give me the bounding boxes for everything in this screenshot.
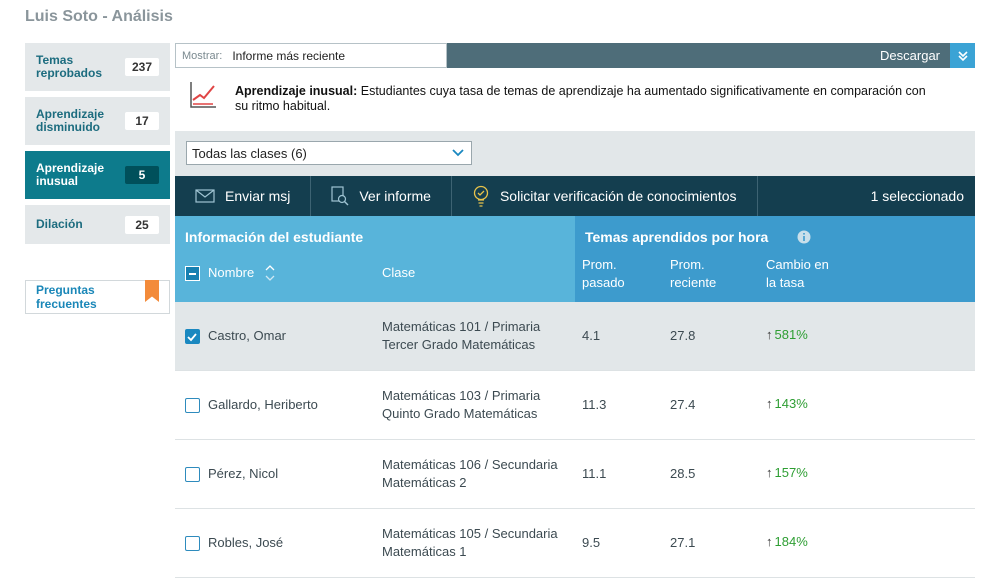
recent-avg: 27.4 (670, 397, 696, 412)
recent-avg: 27.1 (670, 535, 696, 550)
recent-avg-header (670, 256, 716, 292)
name-column-header[interactable]: Nombre (208, 265, 255, 280)
rate-change (766, 465, 808, 480)
chevron-down-icon (451, 146, 465, 160)
rate-change (766, 327, 808, 342)
rate-change-line2: la tasa (766, 275, 805, 290)
student-class (382, 456, 558, 492)
action-bar (175, 176, 975, 216)
past-avg-header (582, 256, 625, 292)
sidebar-item-label: Aprendizaje inusual (36, 161, 105, 188)
sidebar-item-count: 25 (125, 216, 159, 234)
class-line1: Matemáticas 105 / Secundaria (382, 526, 558, 541)
class-line1: Matemáticas 106 / Secundaria (382, 457, 558, 472)
sidebar-item-unusual-learning[interactable] (25, 151, 170, 199)
description (235, 84, 935, 114)
past-avg-line2: pasado (582, 275, 625, 290)
row-checkbox[interactable] (185, 329, 200, 344)
show-label: Mostrar: (182, 49, 223, 62)
sidebar-item-count: 17 (125, 112, 159, 130)
class-line2: Matemáticas 2 (382, 475, 467, 490)
envelope-icon (195, 189, 215, 203)
student-class (382, 318, 540, 354)
table-row[interactable] (175, 302, 975, 371)
selected-count: 1 seleccionado (870, 188, 964, 204)
view-report-button[interactable] (311, 176, 452, 216)
recent-avg-line2: reciente (670, 275, 717, 290)
sidebar-item-count: 5 (125, 166, 159, 184)
past-avg: 4.1 (582, 328, 601, 343)
checkmark-icon (186, 331, 198, 343)
sidebar-item-label: Dilación (36, 217, 83, 231)
past-avg-line1: Prom. (582, 257, 617, 272)
arrow-up-icon: ↑ (766, 534, 773, 549)
faq-label: Preguntas frecuentes (36, 283, 97, 311)
select-all-checkbox[interactable] (185, 266, 200, 281)
bookmark-icon (145, 280, 159, 302)
request-verification-label: Solicitar verificación de conocimientos (499, 188, 737, 204)
sidebar-item-decreased-learning[interactable] (25, 97, 170, 145)
class-line1: Matemáticas 103 / Primaria (382, 388, 541, 403)
table-row[interactable] (175, 440, 975, 509)
sidebar-item-label: Temas reprobados (36, 53, 103, 80)
rate-change-value: 184% (774, 534, 808, 549)
description-title: Aprendizaje inusual: (235, 84, 358, 98)
past-avg: 9.5 (582, 535, 601, 550)
trend-chart-icon (188, 80, 218, 110)
arrow-up-icon: ↑ (766, 396, 773, 411)
arrow-up-icon: ↑ (766, 465, 773, 480)
request-verification-button[interactable] (452, 176, 758, 216)
rate-change-value: 581% (774, 327, 808, 342)
table-header (175, 216, 975, 302)
lightbulb-icon (472, 185, 490, 207)
class-line2: Matemáticas 1 (382, 544, 467, 559)
faq-link[interactable] (25, 280, 170, 314)
report-toolbar (175, 43, 975, 68)
send-message-button[interactable] (175, 176, 311, 216)
rate-change-header (766, 256, 829, 292)
recent-avg-line1: Prom. (670, 257, 705, 272)
rate-change (766, 534, 808, 549)
download-icon[interactable] (950, 43, 975, 68)
send-message-label: Enviar msj (225, 188, 291, 204)
arrow-up-icon: ↑ (766, 327, 773, 342)
row-checkbox[interactable] (185, 398, 200, 413)
download-button[interactable]: Descargar (880, 48, 940, 63)
class-filter-value: Todas las clases (6) (192, 145, 307, 161)
recent-avg: 28.5 (670, 466, 696, 481)
rate-change-value: 143% (774, 396, 808, 411)
rate-change-value: 157% (774, 465, 808, 480)
table-row[interactable] (175, 371, 975, 440)
recent-avg: 27.8 (670, 328, 696, 343)
student-name[interactable]: Gallardo, Heriberto (208, 397, 318, 412)
view-report-label: Ver informe (359, 188, 431, 204)
rate-change-line1: Cambio en (766, 257, 829, 272)
show-value: Informe más reciente (232, 48, 346, 63)
student-name[interactable]: Pérez, Nicol (208, 466, 279, 481)
rate-change (766, 396, 808, 411)
student-class (382, 525, 558, 561)
info-icon[interactable] (797, 230, 811, 244)
row-checkbox[interactable] (185, 536, 200, 551)
student-class (382, 387, 540, 423)
filter-area (175, 131, 975, 176)
sidebar-item-failed-topics[interactable] (25, 43, 170, 91)
class-line1: Matemáticas 101 / Primaria (382, 319, 541, 334)
sidebar-item-count: 237 (125, 58, 159, 76)
student-info-header: Información del estudiante (185, 229, 364, 245)
sidebar-item-label: Aprendizaje disminuido (36, 107, 105, 134)
show-report-select[interactable] (175, 43, 447, 68)
sort-icon[interactable] (265, 264, 275, 282)
page-title: Luis Soto - Análisis (25, 8, 173, 25)
student-name[interactable]: Robles, José (208, 535, 284, 550)
past-avg: 11.3 (582, 397, 607, 412)
class-line2: Quinto Grado Matemáticas (382, 406, 538, 421)
rate-header: Temas aprendidos por hora (585, 229, 769, 245)
sidebar-item-procrastination[interactable] (25, 205, 170, 244)
class-line2: Tercer Grado Matemáticas (382, 337, 536, 352)
class-filter-select[interactable] (186, 141, 472, 165)
past-avg: 11.1 (582, 466, 607, 481)
row-checkbox[interactable] (185, 467, 200, 482)
class-column-header: Clase (382, 265, 416, 280)
table-row[interactable] (175, 509, 975, 578)
student-name[interactable]: Castro, Omar (208, 328, 287, 343)
description-text: Estudiantes cuya tasa de temas de aprendizaje ha aumentado significativamente en comparación con su ritmo habitual. (235, 84, 926, 113)
report-search-icon (331, 186, 349, 206)
